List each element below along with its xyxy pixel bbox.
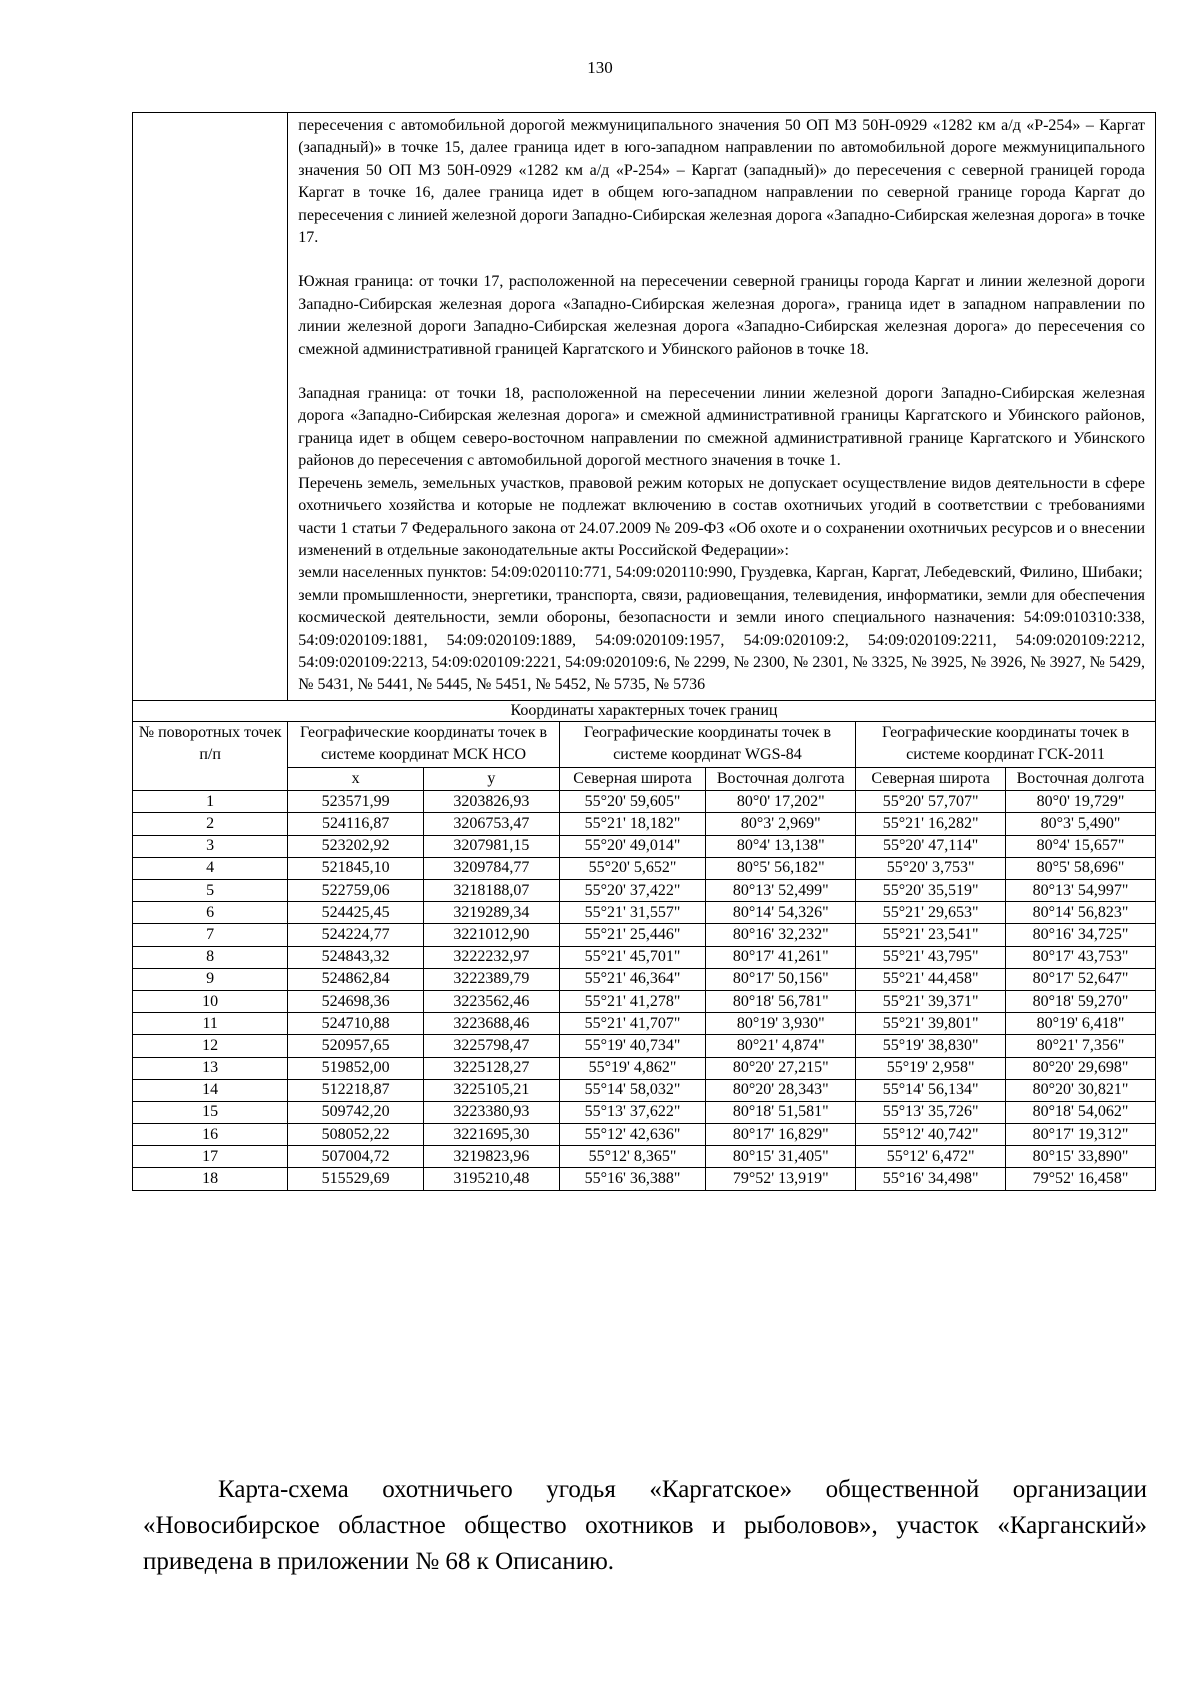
cell-gsk-lon: 80°3' 5,490" [1006,813,1156,835]
page-number: 130 [587,58,613,77]
boundary-table [132,112,1156,1191]
cell-wgs-lon: 80°3' 2,969" [706,813,856,835]
table-row [133,1079,1156,1101]
table-row [133,1013,1156,1035]
table-row [133,857,1156,879]
cell-gsk-lat: 55°21' 43,795" [856,946,1006,968]
cell-gsk-lon: 80°0' 19,729" [1006,791,1156,813]
cell-wgs-lat: 55°16' 36,388" [559,1168,706,1190]
col-header-msk: Географические координаты точек в системе координат МСК НСО [288,721,559,767]
cell-point-number: 9 [133,968,288,990]
cell-msk-y: 3222232,97 [424,946,560,968]
boundary-description [288,113,1156,701]
cell-msk-x: 524862,84 [288,968,424,990]
table-row [133,990,1156,1012]
cell-gsk-lon: 80°20' 30,821" [1006,1079,1156,1101]
empty-left-cell [133,113,288,701]
cell-wgs-lon: 80°18' 56,781" [706,990,856,1012]
cell-msk-x: 520957,65 [288,1035,424,1057]
cell-gsk-lat: 55°20' 35,519" [856,880,1006,902]
cell-msk-y: 3222389,79 [424,968,560,990]
cell-msk-x: 515529,69 [288,1168,424,1190]
cell-wgs-lon: 80°15' 31,405" [706,1146,856,1168]
cell-wgs-lon: 80°20' 27,215" [706,1057,856,1079]
cell-msk-y: 3223380,93 [424,1101,560,1123]
cell-gsk-lat: 55°19' 38,830" [856,1035,1006,1057]
cell-wgs-lon: 80°19' 3,930" [706,1013,856,1035]
cell-gsk-lat: 55°14' 56,134" [856,1079,1006,1101]
col-header-gsk-lat: Северная широта [856,767,1006,791]
cell-msk-y: 3218188,07 [424,880,560,902]
cell-msk-x: 523571,99 [288,791,424,813]
cell-gsk-lon: 80°17' 43,753" [1006,946,1156,968]
cell-wgs-lat: 55°20' 5,652" [559,857,706,879]
cell-gsk-lon: 80°14' 56,823" [1006,902,1156,924]
cell-gsk-lon: 80°15' 33,890" [1006,1146,1156,1168]
cell-wgs-lon: 80°14' 54,326" [706,902,856,924]
cell-point-number: 7 [133,924,288,946]
cell-point-number: 11 [133,1013,288,1035]
cell-gsk-lat: 55°12' 6,472" [856,1146,1006,1168]
cell-gsk-lat: 55°21' 29,653" [856,902,1006,924]
cell-point-number: 12 [133,1035,288,1057]
cell-gsk-lon: 80°18' 54,062" [1006,1101,1156,1123]
table-row [133,1101,1156,1123]
cell-point-number: 14 [133,1079,288,1101]
cell-wgs-lat: 55°20' 49,014" [559,835,706,857]
settlement-lands: земли населенных пунктов: 54:09:020110:771, 54:09:020110:990, Груздевка, Карган, Каргат, Лебедевский, Филино, Шибаки; [298,564,1143,582]
cell-point-number: 6 [133,902,288,924]
cell-wgs-lon: 80°5' 56,182" [706,857,856,879]
cell-gsk-lat: 55°21' 16,282" [856,813,1006,835]
cell-wgs-lon: 80°18' 51,581" [706,1101,856,1123]
cell-msk-y: 3219823,96 [424,1146,560,1168]
cell-msk-y: 3209784,77 [424,857,560,879]
cell-wgs-lat: 55°12' 8,365" [559,1146,706,1168]
cell-wgs-lon: 80°17' 50,156" [706,968,856,990]
cell-msk-x: 524698,36 [288,990,424,1012]
coord-table-title: Координаты характерных точек границ [133,700,1156,721]
cell-msk-y: 3223562,46 [424,990,560,1012]
cell-msk-y: 3221695,30 [424,1124,560,1146]
cell-gsk-lon: 80°20' 29,698" [1006,1057,1156,1079]
cell-msk-y: 3207981,15 [424,835,560,857]
cell-gsk-lon: 79°52' 16,458" [1006,1168,1156,1190]
cell-wgs-lat: 55°14' 58,032" [559,1079,706,1101]
cell-gsk-lat: 55°19' 2,958" [856,1057,1006,1079]
cell-msk-x: 524116,87 [288,813,424,835]
cell-wgs-lon: 80°21' 4,874" [706,1035,856,1057]
cell-msk-x: 524710,88 [288,1013,424,1035]
table-row [133,946,1156,968]
description-paragraph: пересечения с автомобильной дорогой межмуниципального значения 50 ОП МЗ 50Н-0929 «1282 км а/д «Р-254» – Каргат (западный)» в точке 15, далее граница идет в юго-западном направлении по автомобильной дороге межмуниципального значения 50 ОП МЗ 50Н-0929 «1282 км а/д «Р-254» – Каргат (западный)» до пересечения с северной границей города Каргат в точке 16, далее граница идет в общем юго-западном направлении по северной границе города Каргат до пересечения с линией железной дороги Западно-Сибирская железная дорога «Западно-Сибирская железная дорога» в точке 17. [298,117,1145,247]
cell-wgs-lon: 79°52' 13,919" [706,1168,856,1190]
cell-msk-y: 3206753,47 [424,813,560,835]
cell-wgs-lon: 80°17' 41,261" [706,946,856,968]
cell-point-number: 1 [133,791,288,813]
cell-msk-x: 512218,87 [288,1079,424,1101]
cell-msk-x: 524224,77 [288,924,424,946]
table-row [133,1146,1156,1168]
south-boundary-paragraph: Южная граница: от точки 17, расположенной на пересечении северной границы города Каргат и линии железной дороги Западно-Сибирская железная дорога «Западно-Сибирская железная дорога», граница идет в западном направлении по линии железной дороги Западно-Сибирская железная дорога «Западно-Сибирская железная дорога» до пересечения со смежной административной границей Каргатского и Убинского районов в точке 18. [298,273,1145,358]
cell-point-number: 10 [133,990,288,1012]
cell-msk-y: 3225798,47 [424,1035,560,1057]
cell-gsk-lat: 55°20' 3,753" [856,857,1006,879]
cell-point-number: 18 [133,1168,288,1190]
cell-gsk-lat: 55°20' 47,114" [856,835,1006,857]
table-row [133,902,1156,924]
cell-msk-x: 524843,32 [288,946,424,968]
cell-gsk-lon: 80°13' 54,997" [1006,880,1156,902]
cell-wgs-lat: 55°21' 41,278" [559,990,706,1012]
cell-msk-x: 523202,92 [288,835,424,857]
cell-wgs-lat: 55°21' 25,446" [559,924,706,946]
table-row [133,924,1156,946]
cell-msk-y: 3195210,48 [424,1168,560,1190]
cell-gsk-lon: 80°16' 34,725" [1006,924,1156,946]
cell-msk-x: 508052,22 [288,1124,424,1146]
cell-point-number: 2 [133,813,288,835]
cell-wgs-lat: 55°13' 37,622" [559,1101,706,1123]
table-row [133,1168,1156,1190]
cell-point-number: 5 [133,880,288,902]
cell-wgs-lon: 80°13' 52,499" [706,880,856,902]
cell-gsk-lat: 55°16' 34,498" [856,1168,1006,1190]
table-row [133,968,1156,990]
cell-wgs-lon: 80°4' 13,138" [706,835,856,857]
cell-point-number: 3 [133,835,288,857]
industrial-lands: земли промышленности, энергетики, транспорта, связи, радиовещания, телевидения, информатики, земли для обеспечения космической деятельности, земли обороны, безопасности и земли иного специального назначения: 54:09:010310:338, 54:09:020109:1881, 54:09:020109:1889, 54:09:020109:1957, 54:09:020109:2, 54:09:020109:2211, 54:09:020109:2212, 54:09:020109:2213, 54:09:020109:2221, 54:09:020109:6, № 2299, № 2300, № 2301, № 3325, № 3925, № 3926, № 3927, № 5429, № 5431, № 5441, № 5445, № 5451, № 5452, № 5735, № 5736 [298,586,1145,694]
cell-point-number: 15 [133,1101,288,1123]
cell-msk-x: 521845,10 [288,857,424,879]
cell-msk-y: 3221012,90 [424,924,560,946]
cell-wgs-lat: 55°19' 40,734" [559,1035,706,1057]
table-row [133,1124,1156,1146]
cell-wgs-lat: 55°21' 18,182" [559,813,706,835]
cell-wgs-lat: 55°21' 46,364" [559,968,706,990]
cell-msk-x: 507004,72 [288,1146,424,1168]
cell-msk-x: 522759,06 [288,880,424,902]
west-boundary-paragraph: Западная граница: от точки 18, расположенной на пересечении линии железной дороги Западно-Сибирская железная дорога «Западно-Сибирская железная дорога» и смежной административной границы Каргатского и Убинского районов, граница идет в общем северо-восточном направлении по смежной административной границе Каргатского и Убинского районов до пересечения с автомобильной дорогой местного значения в точке 1. [298,385,1145,470]
cell-gsk-lon: 80°21' 7,356" [1006,1035,1156,1057]
cell-msk-y: 3223688,46 [424,1013,560,1035]
cell-gsk-lon: 80°18' 59,270" [1006,990,1156,1012]
cell-point-number: 8 [133,946,288,968]
cell-msk-y: 3219289,34 [424,902,560,924]
cell-msk-x: 524425,45 [288,902,424,924]
table-row [133,880,1156,902]
col-header-y: y [424,767,560,791]
cell-msk-y: 3203826,93 [424,791,560,813]
cell-wgs-lat: 55°21' 41,707" [559,1013,706,1035]
col-header-wgs-lon: Восточная долгота [706,767,856,791]
cell-gsk-lat: 55°21' 23,541" [856,924,1006,946]
cell-wgs-lon: 80°16' 32,232" [706,924,856,946]
cell-gsk-lon: 80°17' 52,647" [1006,968,1156,990]
cell-msk-x: 509742,20 [288,1101,424,1123]
cell-wgs-lon: 80°0' 17,202" [706,791,856,813]
col-header-wgs-lat: Северная широта [559,767,706,791]
col-header-point-number: № поворотных точек п/п [133,721,288,791]
cell-point-number: 13 [133,1057,288,1079]
cell-gsk-lon: 80°19' 6,418" [1006,1013,1156,1035]
cell-wgs-lat: 55°12' 42,636" [559,1124,706,1146]
cell-gsk-lon: 80°4' 15,657" [1006,835,1156,857]
cell-msk-y: 3225128,27 [424,1057,560,1079]
cell-wgs-lat: 55°20' 37,422" [559,880,706,902]
col-header-gsk: Географические координаты точек в системе координат ГСК-2011 [856,721,1156,767]
cell-wgs-lon: 80°17' 16,829" [706,1124,856,1146]
cell-wgs-lat: 55°20' 59,605" [559,791,706,813]
cell-wgs-lon: 80°20' 28,343" [706,1079,856,1101]
cell-point-number: 17 [133,1146,288,1168]
cell-msk-y: 3225105,21 [424,1079,560,1101]
table-row [133,1035,1156,1057]
cell-wgs-lat: 55°21' 45,701" [559,946,706,968]
cell-wgs-lat: 55°19' 4,862" [559,1057,706,1079]
cell-msk-x: 519852,00 [288,1057,424,1079]
cell-gsk-lat: 55°21' 44,458" [856,968,1006,990]
table-row [133,791,1156,813]
table-row [133,813,1156,835]
cell-wgs-lat: 55°21' 31,557" [559,902,706,924]
cell-gsk-lat: 55°21' 39,371" [856,990,1006,1012]
col-header-gsk-lon: Восточная долгота [1006,767,1156,791]
map-reference-text: Карта-схема охотничьего угодья «Каргатское» общественной организации «Новосибирское областное общество охотников и рыболовов», участок «Карганский» приведена в приложении № 68 к Описанию. [143,1476,1147,1575]
col-header-wgs: Географические координаты точек в системе координат WGS-84 [559,721,855,767]
cell-gsk-lat: 55°13' 35,726" [856,1101,1006,1123]
cell-point-number: 16 [133,1124,288,1146]
cell-gsk-lat: 55°20' 57,707" [856,791,1006,813]
excluded-lands-intro: Перечень земель, земельных участков, правовой режим которых не допускает осуществление видов деятельности в сфере охотничьего хозяйства и которые не подлежат включению в состав охотничьих угодий в соответствии с требованиями части 1 статьи 7 Федерального закона от 24.07.2009 № 209-ФЗ «Об охоте и о сохранении охотничьих ресурсов и о внесении изменений в отдельные законодательные акты Российской Федерации»: [298,474,1145,559]
table-row [133,1057,1156,1079]
cell-gsk-lon: 80°5' 58,696" [1006,857,1156,879]
cell-gsk-lon: 80°17' 19,312" [1006,1124,1156,1146]
cell-gsk-lat: 55°12' 40,742" [856,1124,1006,1146]
table-row [133,835,1156,857]
col-header-x: x [288,767,424,791]
cell-gsk-lat: 55°21' 39,801" [856,1013,1006,1035]
cell-point-number: 4 [133,857,288,879]
